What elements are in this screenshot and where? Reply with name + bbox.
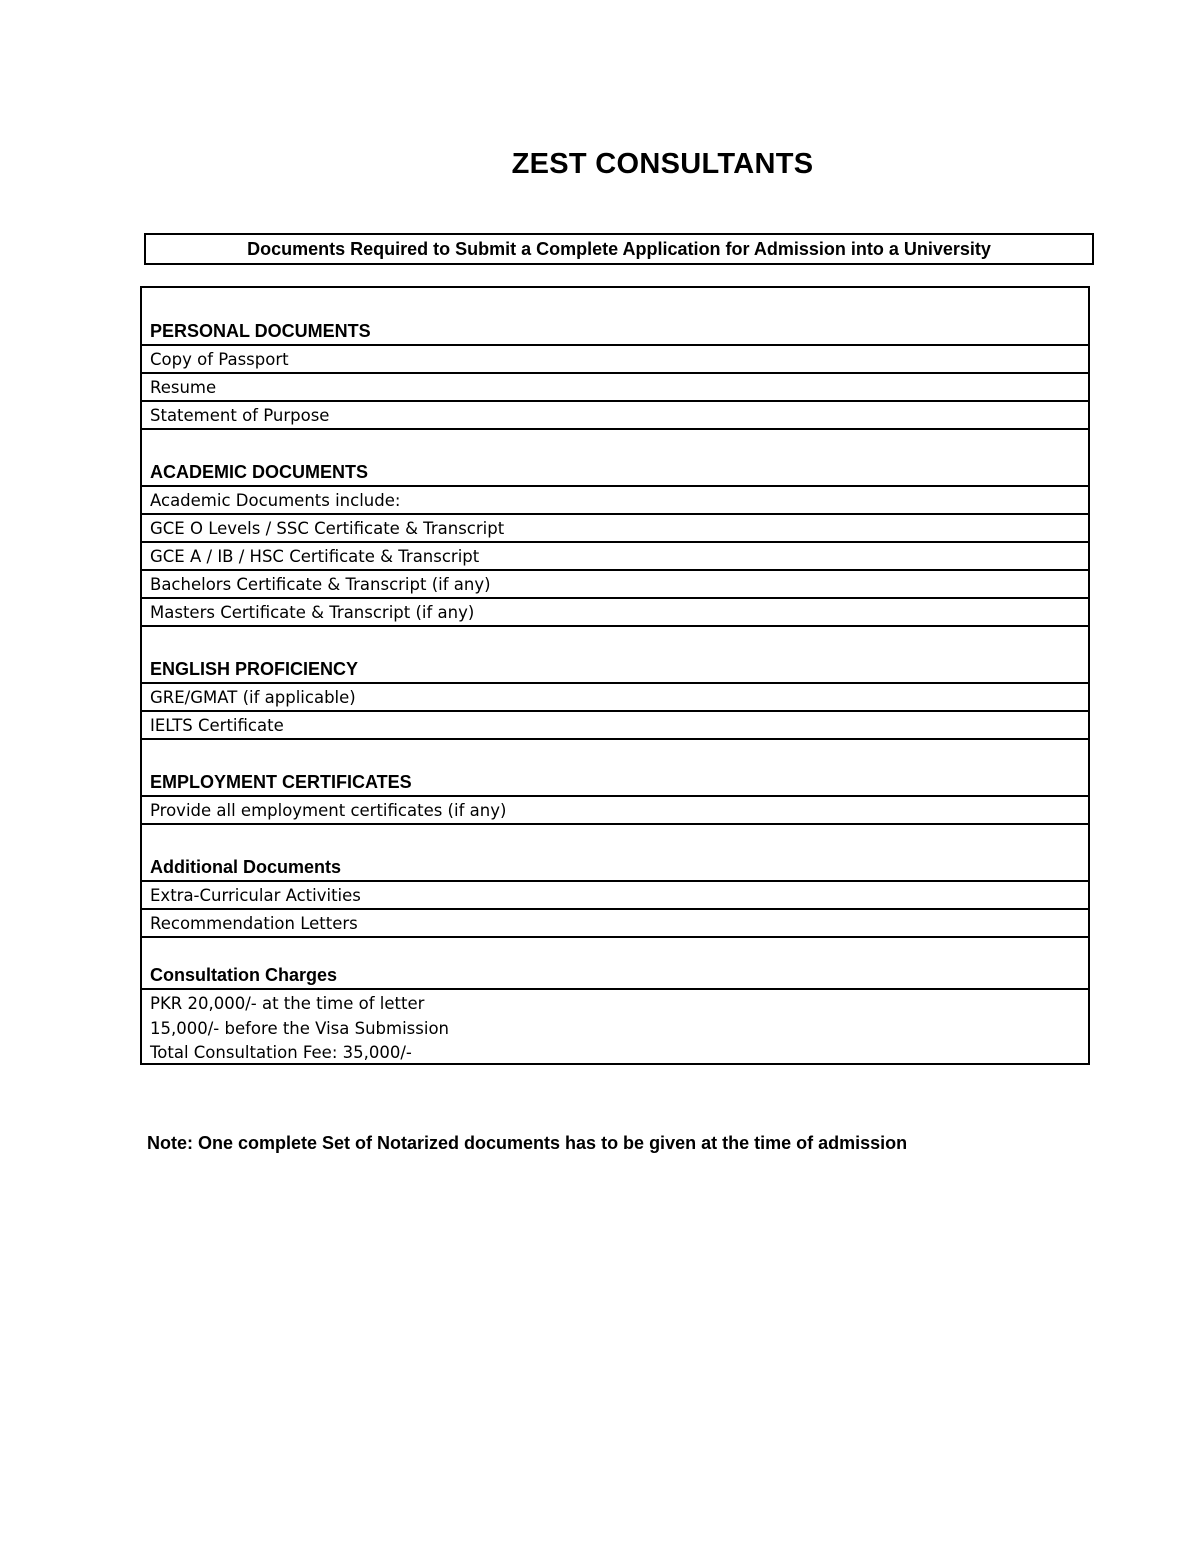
document-subtitle-box: [144, 233, 1094, 265]
list-item: Academic Documents include:: [142, 485, 1088, 513]
list-item: Resume: [142, 372, 1088, 400]
section-heading-additional: Additional Documents: [142, 823, 1088, 880]
list-item: GRE/GMAT (if applicable): [142, 682, 1088, 710]
charges-line: Total Consultation Fee: 35,000/-: [150, 1043, 412, 1062]
documents-table: [140, 286, 1090, 1065]
admission-note: Note: One complete Set of Notarized documents has to be given at the time of admission: [147, 1133, 908, 1153]
list-item: Extra-Curricular Activities: [142, 880, 1088, 908]
section-heading-employment: EMPLOYMENT CERTIFICATES: [142, 738, 1088, 795]
charges-line: 15,000/- before the Visa Submission: [150, 1018, 450, 1038]
list-item: Statement of Purpose: [142, 400, 1088, 428]
list-item: GCE A / IB / HSC Certificate & Transcript: [142, 541, 1088, 569]
charges-line: PKR 20,000/- at the time of letter: [150, 994, 425, 1013]
page-title: ZEST CONSULTANTS: [511, 148, 814, 180]
list-item: IELTS Certificate: [142, 710, 1088, 738]
list-item: Masters Certificate & Transcript (if any): [142, 597, 1088, 625]
section-heading-charges: Consultation Charges: [142, 936, 1088, 988]
list-item: GCE O Levels / SSC Certificate & Transcript: [142, 513, 1088, 541]
list-item: Bachelors Certificate & Transcript (if any): [142, 569, 1088, 597]
section-heading-personal: PERSONAL DOCUMENTS: [150, 321, 371, 341]
list-item: Provide all employment certificates (if any): [142, 795, 1088, 823]
list-item: Recommendation Letters: [142, 908, 1088, 936]
list-item: Copy of Passport: [142, 344, 1088, 372]
document-subtitle: Documents Required to Submit a Complete Application for Admission into a University: [247, 239, 991, 259]
section-heading-english: ENGLISH PROFICIENCY: [142, 625, 1088, 682]
charges-details: [142, 988, 1088, 1063]
section-heading-academic: ACADEMIC DOCUMENTS: [142, 428, 1088, 485]
